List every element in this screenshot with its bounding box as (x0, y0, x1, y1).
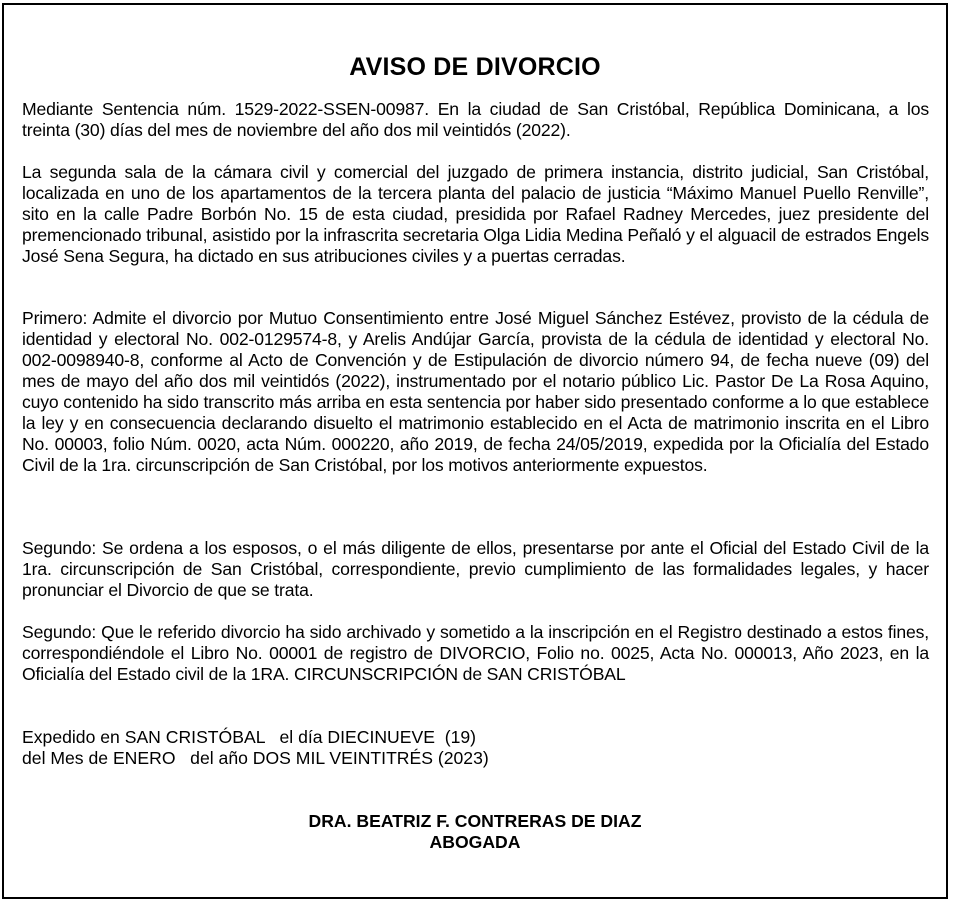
paragraph-segundo-registry: Segundo: Que le referido divorcio ha sido archivado y sometido a la inscripción en el Registro destinado a estos fines, correspondiéndole el Libro No. 00001 de registro de DIVORCIO, Folio no. 0025, Acta No. 000013, Año 2023, en la Oficialía del Estado civil de la 1RA. CIRCUNSCRIPCIÓN de SAN CRISTÓBAL (22, 622, 929, 684)
paragraph-sentence: Mediante Sentencia núm. 1529-2022-SSEN-00987. En la ciudad de San Cristóbal, República Dominicana, a los treinta (30) días del mes de noviembre del año dos mil veintidós (2022). (22, 99, 929, 140)
signature-block (4, 811, 946, 853)
paragraph-court: La segunda sala de la cámara civil y comercial del juzgado de primera instancia, distrito judicial, San Cristóbal, localizada en uno de los apartamentos de la tercera planta del palacio de justicia “Máximo Manuel Puello Renville”, sito en la calle Padre Borbón No. 15 de esta ciudad, presidida por Rafael Radney Mercedes, juez presidente del premencionado tribunal, asistido por la infrascrita secretaria Olga Lidia Medina Peñaló y el alguacil de estrados Engels José Sena Segura, ha dictado en sus atribuciones civiles y a puertas cerradas. (22, 162, 929, 266)
issued-line-1: Expedido en SAN CRISTÓBAL el día DIECINUEVE (19) (22, 727, 477, 747)
notice-title: AVISO DE DIVORCIO (349, 53, 601, 81)
signatory-title: ABOGADA (429, 832, 521, 852)
signatory-name: DRA. BEATRIZ F. CONTRERAS DE DIAZ (308, 811, 642, 831)
paragraph-segundo-order: Segundo: Se ordena a los esposos, o el más diligente de ellos, presentarse por ante el Oficial del Estado Civil de la 1ra. circunscripción de San Cristóbal, correspondiente, previo cumplimiento de las formalidades legales, y hacer pronunciar el Divorcio de que se trata. (22, 538, 929, 600)
divorce-notice (2, 3, 948, 899)
issued-line-2: del Mes de ENERO del año DOS MIL VEINTITRÉS (2023) (22, 748, 489, 768)
paragraph-primero: Primero: Admite el divorcio por Mutuo Consentimiento entre José Miguel Sánchez Estévez, provisto de la cédula de identidad y electoral No. 002-0129574-8, y Arelis Andújar García, provista de la cédula de identidad y electoral No. 002-0098940-8, conforme al Acto de Convención y de Estipulación de divorcio número 94, de fecha nueve (09) del mes de mayo del año dos mil veintidós (2022), instrumentado por el notario público Lic. Pastor De La Rosa Aquino, cuyo contenido ha sido transcrito más arriba en esta sentencia por haber sido presentado conforme a lo que establece la ley y en consecuencia declarando disuelto el matrimonio establecido en el Acta de matrimonio inscrita en el Libro No. 00003, folio Núm. 0020, acta Núm. 000220, año 2019, de fecha 24/05/2019, expedida por la Oficialía del Estado Civil de la 1ra. circunscripción de San Cristóbal, por los motivos anteriormente expuestos. (22, 308, 929, 475)
